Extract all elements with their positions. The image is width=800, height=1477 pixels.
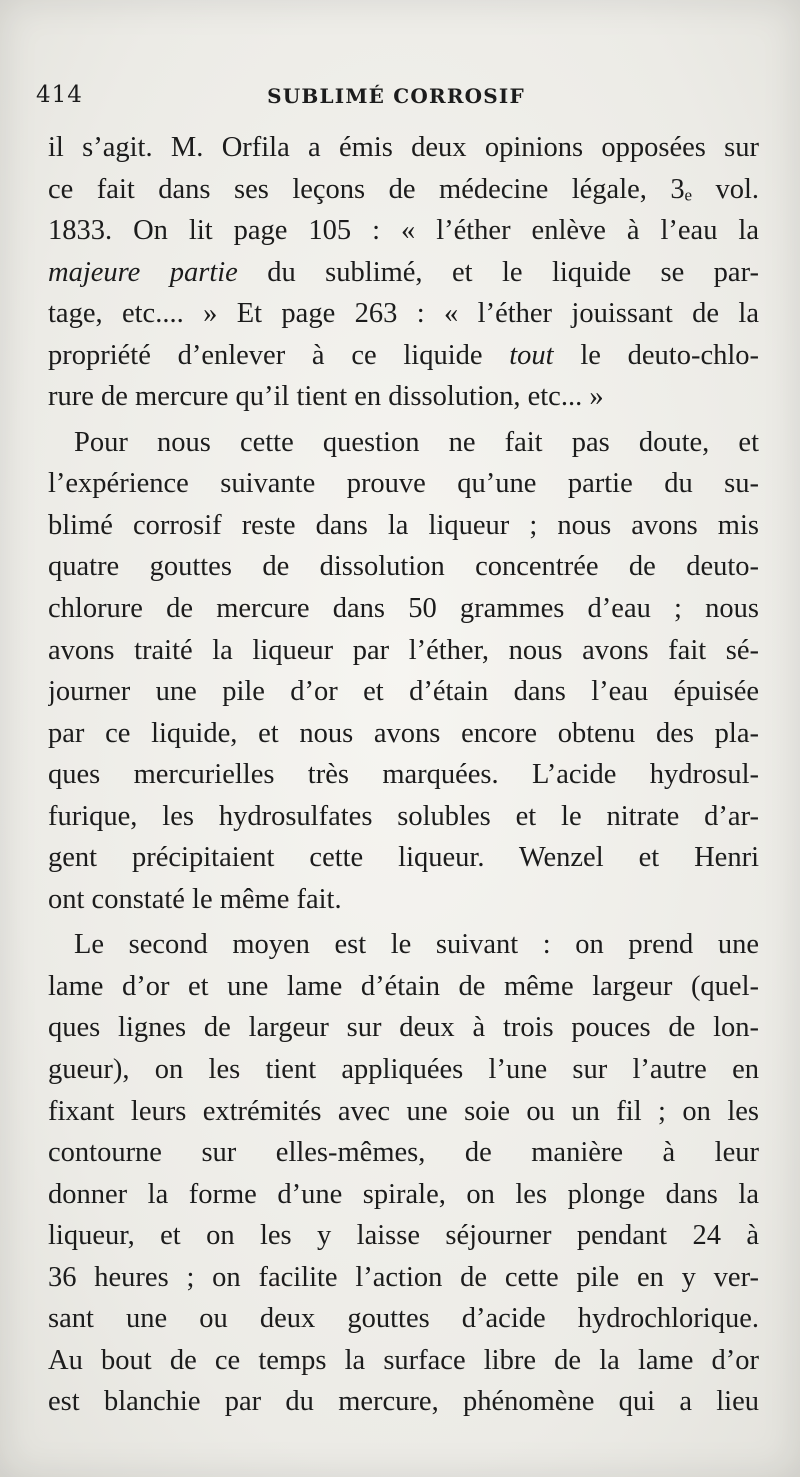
text-line: par ce liquide, et nous avons encore obtenu des pla- [48, 717, 759, 749]
text-line: ques lignes de largeur sur deux à trois pouces de lon- [48, 1012, 759, 1044]
text-line: quatre gouttes de dissolution concentrée de deuto- [48, 551, 759, 583]
text-line: blimé corrosif reste dans la liqueur ; nous avons mis [48, 509, 759, 541]
text-segment: propriété d’enlever à ce liquide [48, 339, 510, 371]
running-head [36, 82, 756, 116]
text-line: il s’agit. M. Orfila a émis deux opinions opposées sur [48, 132, 759, 163]
text-line: rure de mercure qu’il tient en dissolution, etc... » [48, 381, 604, 413]
text-line: donner la forme d’une spirale, on les plonge dans la [48, 1178, 759, 1210]
text-line: chlorure de mercure dans 50 grammes d’eau ; nous [48, 593, 759, 625]
text-segment: du sublimé, et le liquide se par- [237, 256, 759, 288]
paragraph-first-line: Le second moyen est le suivant : on prend une [74, 929, 759, 961]
text-line: Au bout de ce temps la surface libre de la lame d’or [48, 1344, 759, 1376]
text-line: ce fait dans ses leçons de médecine légale, 3ₑ vol. [48, 173, 759, 205]
text-line: furique, les hydrosulfates solubles et le nitrate d’ar- [48, 800, 759, 832]
text-line: tage, etc.... » Et page 263 : « l’éther jouissant de la [48, 298, 759, 330]
text-line: ques mercurielles très marquées. L’acide hydrosul- [48, 759, 759, 791]
text-line: ont constaté le même fait. [48, 883, 342, 915]
text-line: fixant leurs extrémités avec une soie ou un fil ; on les [48, 1095, 759, 1127]
text-line: avons traité la liqueur par l’éther, nous avons fait sé- [48, 634, 759, 666]
text-line: est blanchie par du mercure, phénomène qui a lieu [48, 1386, 759, 1418]
text-line: liqueur, et on les y laisse séjourner pendant 24 à [48, 1220, 759, 1252]
italic-emphasis: majeure partie [48, 256, 238, 288]
paragraph-first-line: Pour nous cette question ne fait pas doute, et [74, 426, 759, 458]
body-text [48, 127, 759, 1423]
running-title: SUBLIMÉ CORROSIF [267, 84, 525, 108]
text-line: 1833. On lit page 105 : « l’éther enlève à l’eau la [48, 215, 759, 247]
text-line: gent précipitaient cette liqueur. Wenzel et Henri [48, 842, 759, 874]
text-line: 36 heures ; on facilite l’action de cette pile en y ver- [48, 1261, 759, 1293]
text-line: sant une ou deux gouttes d’acide hydrochlorique. [48, 1303, 759, 1335]
italic-emphasis: tout [509, 339, 554, 371]
text-line: l’expérience suivante prouve qu’une partie du su- [48, 468, 759, 500]
text-line [48, 335, 759, 377]
text-line: gueur), on les tient appliquées l’une sur l’autre en [48, 1054, 759, 1086]
text-segment: le deuto-chlo- [553, 339, 759, 371]
page-number: 414 [36, 82, 83, 108]
text-line: contourne sur elles-mêmes, de manière à leur [48, 1137, 759, 1169]
text-line: journer une pile d’or et d’étain dans l’eau épuisée [48, 676, 759, 708]
text-line [48, 252, 759, 294]
text-line: lame d’or et une lame d’étain de même largeur (quel- [48, 970, 759, 1002]
